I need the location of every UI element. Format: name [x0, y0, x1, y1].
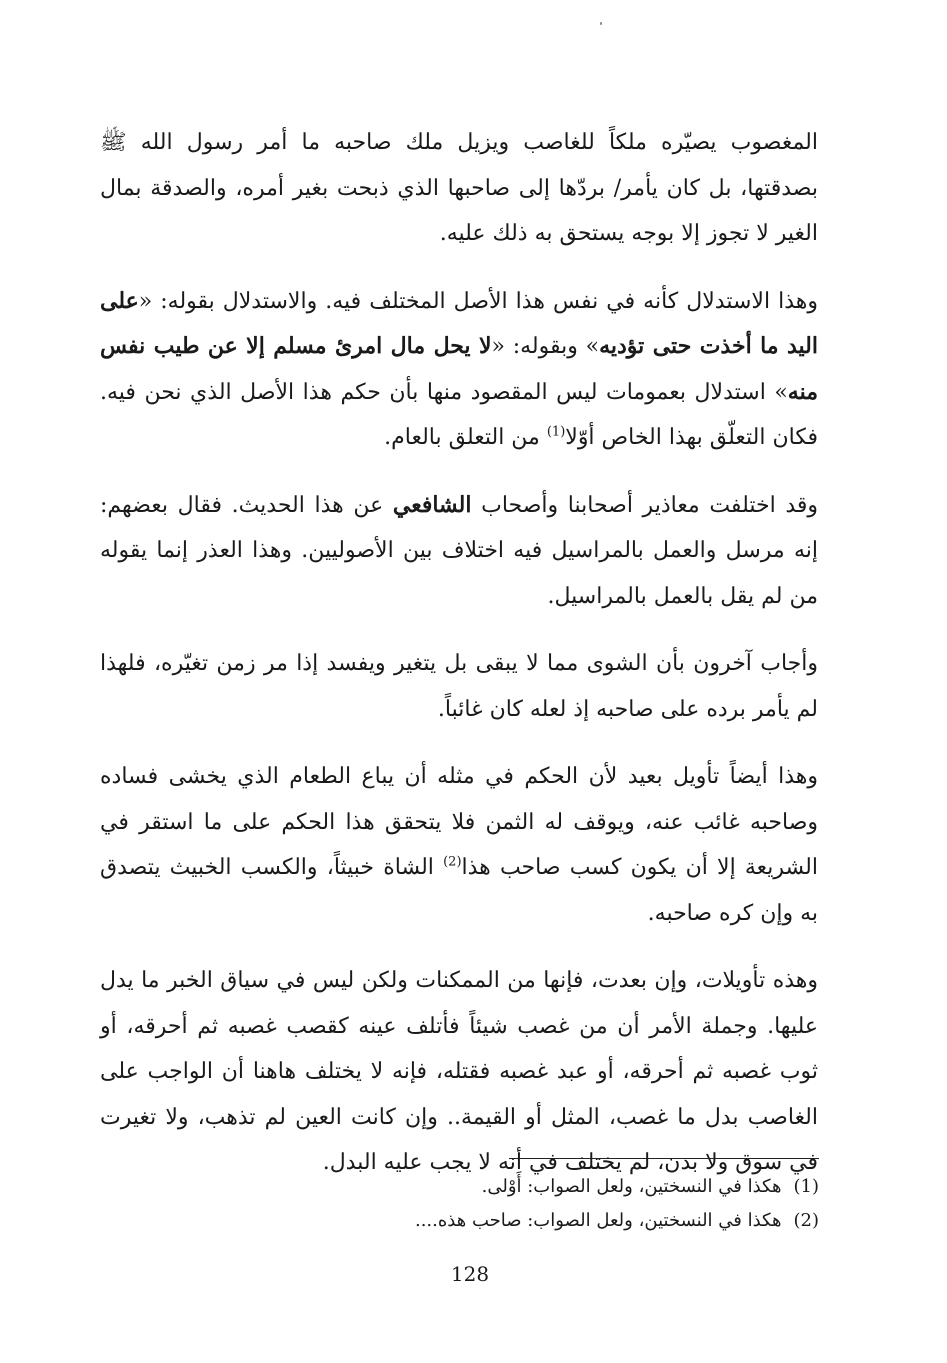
paragraph	[100, 754, 818, 936]
paragraph-text: وهذا الاستدلال كأنه في نفس هذا الأصل المختلف فيه. والاستدلال بقوله: «	[138, 288, 818, 314]
footnote-text: هكذا في النسختين، ولعل الصواب: صاحب هذه....	[414, 1210, 782, 1231]
paragraph-text: » استدلال بعمومات ليس المقصود منها بأن حكم هذا الأصل الذي نحن فيه. فكان التعلّق بهذا الخاص أوّلا	[100, 379, 818, 450]
paragraph-text: وأجاب آخرون بأن الشوى مما لا يبقى بل يتغير ويفسد إذا مر زمن تغيّره، فلهذا لم يأمر برده على صاحبه إذ لعله كان غائباً.	[100, 651, 818, 722]
name-highlight: الشافعي	[392, 491, 472, 518]
footnote-item	[414, 1204, 819, 1238]
paragraph-text: الشاة خبيثاً، والكسب الخبيث يتصدق به وإن كره صاحبه.	[100, 855, 818, 926]
paragraph-text: وهذا أيضاً تأويل بعيد لأن الحكم في مثله أن يباع الطعام الذي يخشى فساده وصاحبه غائب عنه، ويوقف له الثمن فلا يتحقق هذا الحكم على ما استقر في الشريعة إلا أن يكون كسب صاحب هذا	[100, 764, 818, 880]
paragraph-text: عن هذا الحديث. فقال بعضهم: إنه مرسل والعمل بالمراسيل فيه اختلاف بين الأصوليين. وهذا العذر إنما يقوله من لم يقل بالعمل بالمراسيل.	[100, 492, 818, 609]
footnote-number: (1)	[793, 1176, 819, 1197]
scan-speck	[600, 22, 602, 25]
footnote-text: هكذا في النسختين، ولعل الصواب: أَوْلى.	[481, 1176, 782, 1197]
footnote-ref: (1)	[546, 424, 566, 440]
main-text-block	[100, 120, 818, 1208]
page-number: 128	[450, 1262, 490, 1286]
footnotes	[414, 1170, 819, 1238]
footnote-item	[419, 1170, 819, 1204]
paragraph	[100, 279, 818, 461]
footnote-ref: (2)	[443, 854, 462, 870]
paragraph-text: وقد اختلفت معاذير أصحابنا وأصحاب	[471, 492, 819, 518]
footnote-number: (2)	[793, 1210, 819, 1231]
paragraph	[100, 641, 818, 732]
paragraph	[100, 483, 818, 620]
paragraph-text: المغصوب يصيّره ملكاً للغاصب ويزيل ملك صاحبه ما أمر رسول الله ﷺ بصدقتها، بل كان يأمر/ بردّها إلى صاحبها الذي ذبحت بغير أمره، والصدقة بمال الغير لا تجوز إلا بوجه يستحق به ذلك عليه.	[100, 130, 818, 246]
paragraph-text: وهذه تأويلات، وإن بعدت، فإنها من الممكنات ولكن ليس في سياق الخبر ما يدل عليها. وجملة الأمر أن من غصب شيئاً فأتلف عينه كقصب غصبه ثم أحرقه، أو ثوب غصبه ثم أحرقه، أو عبد غصبه فقتله، فإنه لا يختلف هاهنا أن الواجب على الغاصب بدل ما غصب، المثل أو القيمة.. وإن كانت العين لم تذهب، ولا تغيرت في سوق ولا بدن، لم يختلف في أنه لا يجب عليه البدل.	[100, 968, 818, 1175]
paragraph	[100, 958, 818, 1186]
paragraph-text: من التعلق بالعام.	[384, 425, 547, 450]
paragraph-text: » وبقوله: «	[491, 334, 600, 359]
paragraph	[100, 120, 818, 257]
hadith-quote: على اليد ما أخذت حتى تؤديه	[100, 287, 818, 359]
hadith-quote: لا يحل مال امرئ مسلم إلا عن طيب نفس منه	[100, 333, 818, 405]
footnote-separator	[509, 1158, 819, 1159]
